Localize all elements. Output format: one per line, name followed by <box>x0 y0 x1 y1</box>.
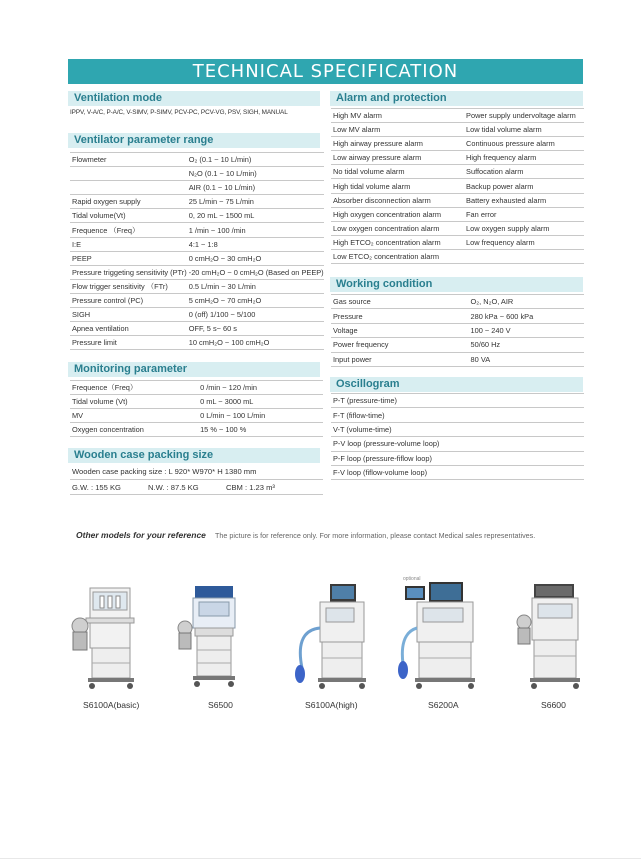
model-label-s6500: S6500 <box>208 700 233 710</box>
param-value: 0 /min ~ 120 /min <box>198 381 323 395</box>
param-value: OFF, 5 s~ 60 s <box>187 322 324 336</box>
alarm-item: Low MV alarm <box>331 123 464 137</box>
param-label: Apnea ventilation <box>70 322 187 336</box>
table-row <box>70 409 323 423</box>
condition-value: 80 VA <box>469 352 584 366</box>
alarm-item: High tidal volume alarm <box>331 179 464 193</box>
table-row <box>70 322 324 336</box>
alarm-item: Low oxygen supply alarm <box>464 221 584 235</box>
alarm-item: Backup power alarm <box>464 179 584 193</box>
param-label: MV <box>70 409 198 423</box>
alarm-item: High MV alarm <box>331 109 464 123</box>
param-label: Pressure control (PC) <box>70 293 187 307</box>
ventilation-mode-heading: Ventilation mode <box>68 91 320 106</box>
anesthesia-machine-illustration-s6500 <box>175 578 245 694</box>
model-label-s6100a-basic: S6100A(basic) <box>83 700 140 710</box>
alarm-item: Low frequency alarm <box>464 235 584 249</box>
param-value: 5 cmH₂O ~ 70 cmH₂O <box>187 293 324 307</box>
oscillogram-item: P-F loop (pressure-fiflow loop) <box>331 451 584 465</box>
param-label: Tidal volume(Vt) <box>70 209 187 223</box>
table-row <box>70 237 324 251</box>
condition-label: Power frequency <box>331 338 469 352</box>
table-row <box>331 207 584 221</box>
table-row <box>331 137 584 151</box>
oscillogram-heading: Oscillogram <box>330 377 583 392</box>
param-value: 0 cmH₂O ~ 30 cmH₂O <box>187 251 324 265</box>
table-row <box>331 193 584 207</box>
table-row <box>331 408 584 422</box>
condition-value: O₂, N₂O, AIR <box>469 295 584 309</box>
condition-value: 100 ~ 240 V <box>469 323 584 337</box>
table-row <box>331 295 584 309</box>
reference-note: The picture is for reference only. For more information, please contact Medical sales representatives. <box>215 531 536 540</box>
param-label: Frequence （Freq） <box>70 223 187 237</box>
alarm-item: Low oxygen concentration alarm <box>331 221 464 235</box>
param-value: 0 L/min ~ 100 L/min <box>198 409 323 423</box>
param-label: Pressure triggeting sensitivity (PTr) <box>70 265 187 279</box>
alarm-item: Low tidal volume alarm <box>464 123 584 137</box>
anesthesia-machine-illustration-s6100a-basic <box>68 578 148 694</box>
alarm-item: Suffocation alarm <box>464 165 584 179</box>
monitoring-parameter-table <box>70 380 323 437</box>
table-row <box>70 223 324 237</box>
alarm-item: Power supply undervoltage alarm <box>464 109 584 123</box>
other-models-title: Other models for your reference <box>76 530 206 540</box>
oscillogram-item: P-V loop (pressure-volume loop) <box>331 437 584 451</box>
param-value: 0, 20 mL ~ 1500 mL <box>187 209 324 223</box>
condition-value: 50/60 Hz <box>469 338 584 352</box>
param-label: Frequence（Freq） <box>70 381 198 395</box>
alarm-item: Fan error <box>464 207 584 221</box>
wooden-case-heading: Wooden case packing size <box>68 448 320 463</box>
param-label: PEEP <box>70 251 187 265</box>
table-row <box>331 235 584 249</box>
alarm-item: Absorber disconnection alarm <box>331 193 464 207</box>
page-title: TECHNICAL SPECIFICATION <box>68 59 583 84</box>
cbm-volume: CBM : 1.23 m³ <box>226 483 275 492</box>
table-row <box>331 123 584 137</box>
table-row <box>331 179 584 193</box>
param-label: SIGH <box>70 308 187 322</box>
alarm-item: No tidal volume alarm <box>331 165 464 179</box>
table-row <box>70 167 324 181</box>
param-label: Tidal volume (Vt) <box>70 395 198 409</box>
table-row <box>331 309 584 323</box>
table-row <box>331 323 584 337</box>
param-value: 0 (off) 1/100 ~ 5/100 <box>187 308 324 322</box>
param-value: 10 cmH₂O ~ 100 cmH₂O <box>187 336 324 350</box>
gross-weight: G.W. : 155 KG <box>72 483 121 492</box>
table-row <box>331 151 584 165</box>
working-condition-heading: Working condition <box>330 277 583 292</box>
param-value: 1 /min ~ 100 /min <box>187 223 324 237</box>
table-row <box>331 165 584 179</box>
oscillogram-item: V-T (volume-time) <box>331 422 584 436</box>
alarm-item: Battery exhausted alarm <box>464 193 584 207</box>
table-row <box>331 437 584 451</box>
param-label: Rapid oxygen supply <box>70 195 187 209</box>
ventilation-modes-list: IPPV, V-A/C, P-A/C, V-SIMV, P-SIMV, PCV-PC, PCV-VG, PSV, SIGH, MANUAL <box>70 109 288 116</box>
param-value: 4:1 ~ 1:8 <box>187 237 324 251</box>
table-row <box>331 109 584 123</box>
alarm-protection-heading: Alarm and protection <box>330 91 583 106</box>
table-row <box>331 465 584 479</box>
wooden-case-size: Wooden case packing size : L 920* W970* H 1380 mm <box>72 467 257 476</box>
param-label: Pressure limit <box>70 336 187 350</box>
divider <box>70 494 323 495</box>
ventilator-parameter-heading: Ventilator parameter range <box>68 133 320 148</box>
alarm-item: High airway pressure alarm <box>331 137 464 151</box>
table-row <box>331 451 584 465</box>
condition-label: Voltage <box>331 323 469 337</box>
param-value: -20 cmH₂O ~ 0 cmH₂O (Based on PEEP) <box>187 265 324 279</box>
anesthesia-machine-illustration-s6600 <box>512 578 592 694</box>
oscillogram-item: F-V loop (fiflow-volume loop) <box>331 465 584 479</box>
table-row <box>70 209 324 223</box>
table-row <box>70 423 323 437</box>
table-row <box>331 422 584 436</box>
table-row <box>70 181 324 195</box>
table-row <box>331 249 584 263</box>
table-row <box>70 279 324 293</box>
alarm-item: Low airway pressure alarm <box>331 151 464 165</box>
table-row <box>70 395 323 409</box>
table-row <box>70 293 324 307</box>
anesthesia-machine-illustration-s6200a <box>395 578 485 694</box>
ventilator-parameter-table <box>70 152 324 350</box>
param-value: N₂O (0.1 ~ 10 L/min) <box>187 167 324 181</box>
model-label-s6200a: S6200A <box>428 700 459 710</box>
oscillogram-item: P-T (pressure-time) <box>331 394 584 408</box>
working-condition-table <box>331 294 584 367</box>
param-label: Flowmeter <box>70 153 187 167</box>
param-label: I:E <box>70 237 187 251</box>
table-row <box>70 265 324 279</box>
table-row <box>70 153 324 167</box>
table-row <box>331 338 584 352</box>
alarm-item <box>464 249 584 263</box>
anesthesia-machine-illustration-s6100a-high <box>290 578 370 694</box>
param-label <box>70 181 187 195</box>
table-row <box>70 381 323 395</box>
condition-label: Pressure <box>331 309 469 323</box>
param-value: 15 % ~ 100 % <box>198 423 323 437</box>
table-row <box>331 352 584 366</box>
param-label: Oxygen concentration <box>70 423 198 437</box>
table-row <box>70 308 324 322</box>
table-row <box>70 336 324 350</box>
footer-divider <box>0 858 641 859</box>
condition-label: Gas source <box>331 295 469 309</box>
param-value: 0 mL ~ 3000 mL <box>198 395 323 409</box>
param-value: 0.5 L/min ~ 30 L/min <box>187 279 324 293</box>
alarm-item: Low ETCO₂ concentration alarm <box>331 249 464 263</box>
table-row <box>331 221 584 235</box>
condition-label: Input power <box>331 352 469 366</box>
oscillogram-table <box>331 393 584 480</box>
param-label: Flow trigger sensitivity （FTr) <box>70 279 187 293</box>
model-label-s6100a-high: S6100A(high) <box>305 700 358 710</box>
alarm-item: High oxygen concentration alarm <box>331 207 464 221</box>
alarm-item: Continuous pressure alarm <box>464 137 584 151</box>
alarm-item: High frequency alarm <box>464 151 584 165</box>
table-row <box>331 394 584 408</box>
monitoring-parameter-heading: Monitoring parameter <box>68 362 320 377</box>
alarm-table <box>331 108 584 264</box>
param-value: 25 L/min ~ 75 L/min <box>187 195 324 209</box>
model-label-s6600: S6600 <box>541 700 566 710</box>
param-label <box>70 167 187 181</box>
param-value: O₂ (0.1 ~ 10 L/min) <box>187 153 324 167</box>
table-row <box>70 251 324 265</box>
divider <box>70 479 323 480</box>
param-value: AIR (0.1 ~ 10 L/min) <box>187 181 324 195</box>
optional-label: optional <box>403 576 421 582</box>
condition-value: 280 kPa ~ 600 kPa <box>469 309 584 323</box>
alarm-item: High ETCO₂ concentration alarm <box>331 235 464 249</box>
table-row <box>70 195 324 209</box>
oscillogram-item: F-T (fiflow-time) <box>331 408 584 422</box>
net-weight: N.W. : 87.5 KG <box>148 483 199 492</box>
